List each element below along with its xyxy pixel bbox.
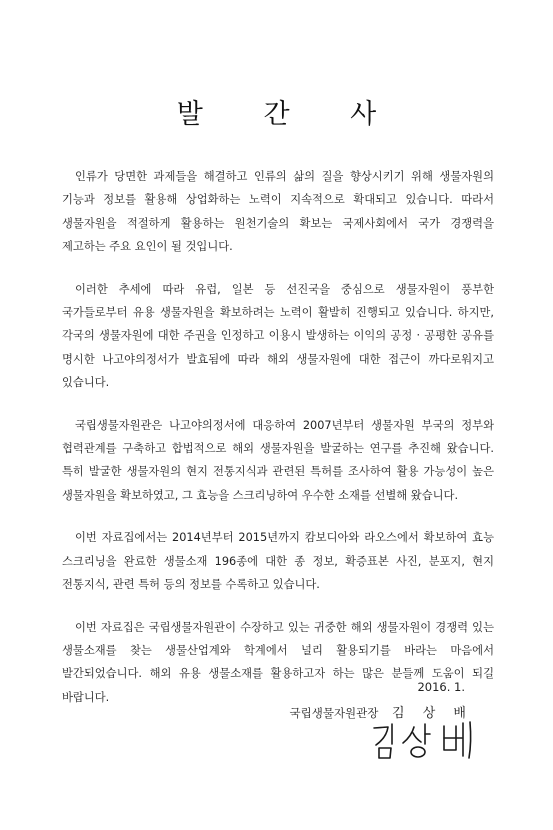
signature-icon xyxy=(370,720,480,762)
paragraph-5: 이번 자료집은 국립생물자원관이 수장하고 있는 귀중한 해외 생물자원이 경쟁력 있는 생물소재를 찾는 생물산업계와 학계에서 널리 활용되기를 바라는 마음에서 발간되었습니다. 해외 유용 생물소재를 활용하고자 하는 많은 분들께 도움이 되길 바랍니다. xyxy=(62,620,494,704)
body-text xyxy=(62,165,494,728)
signer-name: 김 상 배 xyxy=(392,706,473,721)
signer-line xyxy=(290,702,473,721)
signer-title: 국립생물자원관장 xyxy=(289,706,379,720)
handwritten-signature xyxy=(370,720,480,762)
paragraph-2: 이러한 추세에 따라 유럽, 일본 등 선진국을 중심으로 생물자원이 풍부한 국가들로부터 유용 생물자원을 확보하려는 노력이 활발히 진행되고 있습니다. 하지만, 각국의 생물자원에 대한 주권을 인정하고 이용시 발생하는 이익의 공정 · 공평한 공유를 명시한 나고야의정서가 발효됨에 따라 해외 생물자원에 대한 접근이 까다로워지고 있습니다. xyxy=(62,282,494,390)
publication-date: 2016. 1. xyxy=(417,680,465,694)
paragraph-3: 국립생물자원관은 나고야의정서에 대응하여 2007년부터 생물자원 부국의 정부와 협력관계를 구축하고 합법적으로 해외 생물자원을 발굴하는 연구를 추진해 왔습니다. 특히 발굴한 생물자원의 현지 전통지식과 관련된 특허를 조사하여 활용 가능성이 높은 생물자원을 확보하였고, 그 효능을 스크리닝하여 우수한 소재를 선별해 왔습니다. xyxy=(62,418,494,502)
paragraph-4: 이번 자료집에서는 2014년부터 2015년까지 캄보디아와 라오스에서 확보하여 효능 스크리닝을 완료한 생물소재 196종에 대한 종 정보, 확증표본 사진, 분포지, 현지 전통지식, 관련 특허 등의 정보를 수록하고 있습니다. xyxy=(62,531,494,592)
page-title: 발 간 사 xyxy=(176,99,403,130)
paragraph-1: 인류가 당면한 과제들을 해결하고 인류의 삶의 질을 향상시키기 위해 생물자원의 기능과 정보를 활용해 상업화하는 노력이 지속적으로 확대되고 있습니다. 따라서 생물자원을 적절하게 활용하는 원천기술의 확보는 국제사회에서 국가 경쟁력을 제고하는 주요 요인이 될 것입니다. xyxy=(62,170,494,254)
